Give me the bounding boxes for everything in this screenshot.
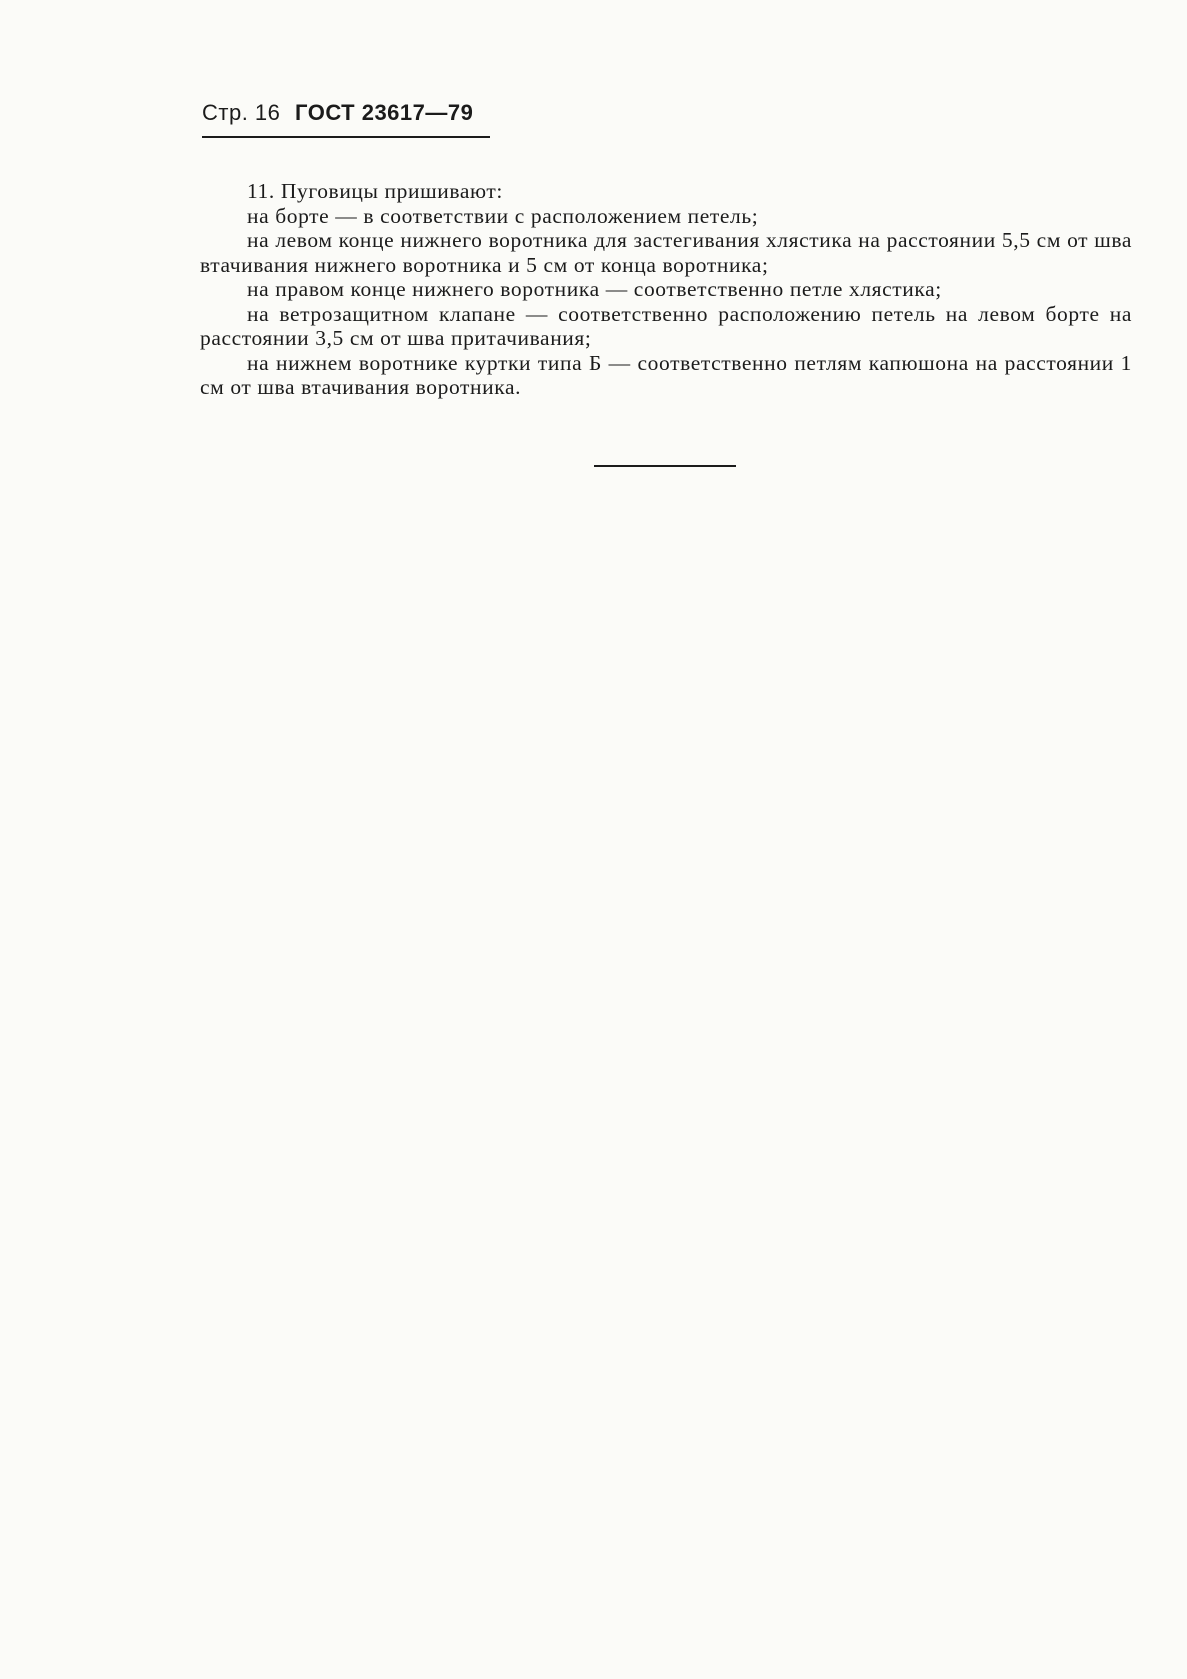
clause-item: на левом конце нижнего воротника для застегивания хлястика на расстоянии 5,5 см от шва втачивания нижнего воротника и 5 см от конца воротника; <box>200 228 1132 277</box>
clause-item: на борте — в соответствии с расположением петель; <box>247 203 759 228</box>
clause-item: на правом конце нижнего воротника — соответственно петле хлястика; <box>247 277 942 301</box>
clause-lead: 11. Пуговицы пришивают: <box>247 179 503 203</box>
header-rule <box>202 136 490 138</box>
clause-item: на ветрозащитном клапане — соответственно расположению петель на левом борте на расстоянии 3,5 см от шва притачивания; <box>200 301 1132 350</box>
end-of-text-rule <box>594 465 736 467</box>
standard-code: ГОСТ 23617—79 <box>295 100 474 125</box>
page-header <box>202 100 473 126</box>
page-number: Стр. 16 <box>202 100 281 125</box>
clause-11 <box>200 179 1132 400</box>
clause-item: на нижнем воротнике куртки типа Б — соответственно петлям капюшона на расстоянии 1 см от шва втачивания воротника. <box>200 350 1132 399</box>
